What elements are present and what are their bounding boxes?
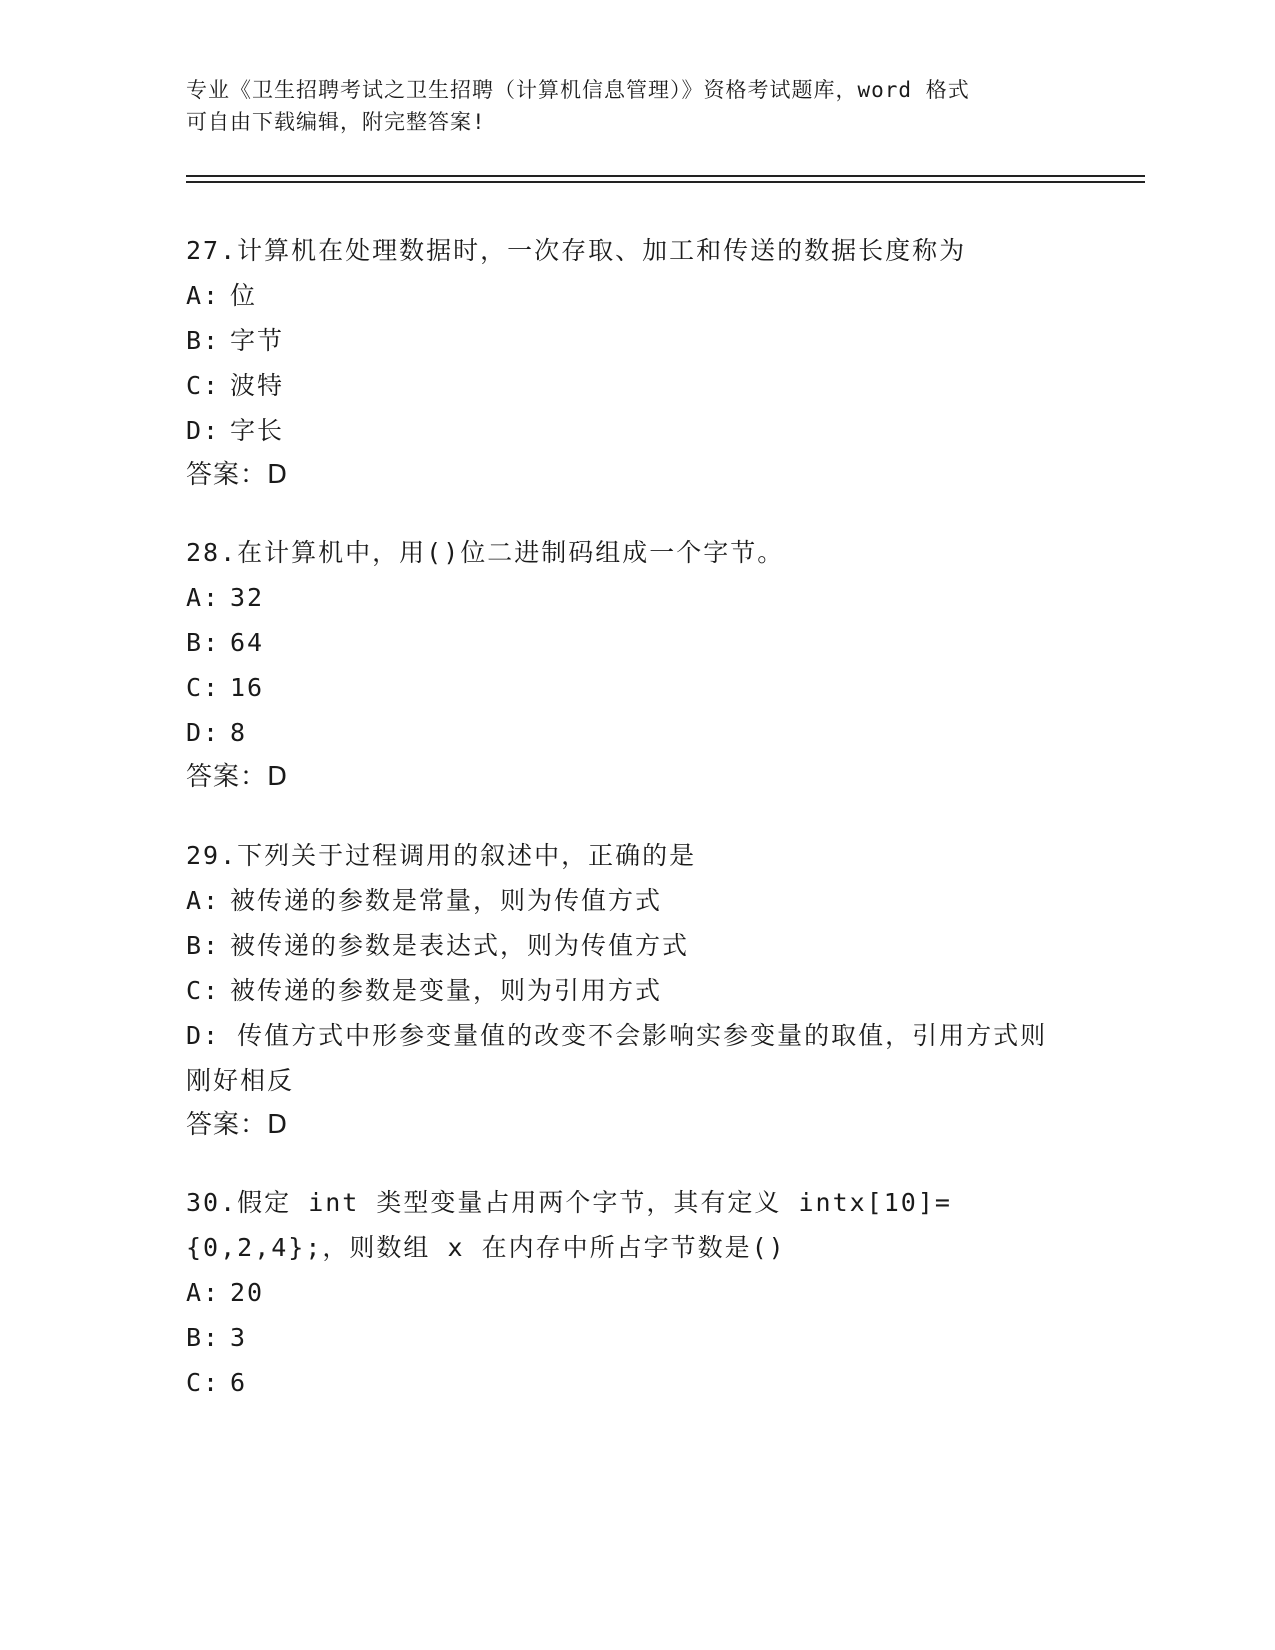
option-text: 3	[230, 1323, 248, 1352]
question-27	[186, 228, 1086, 498]
option-text: 20	[230, 1278, 265, 1307]
option-c	[186, 1360, 1086, 1405]
option-key: B:	[186, 326, 221, 355]
option-text: 位	[230, 281, 258, 310]
question-text: 下列关于过程调用的叙述中，正确的是	[237, 841, 697, 870]
option-key: D:	[186, 416, 221, 445]
option-text: 6	[230, 1368, 248, 1397]
answer-value: D	[267, 460, 289, 490]
answer-label: 答案：	[186, 460, 268, 490]
option-key: D:	[186, 1021, 221, 1050]
option-d	[186, 710, 1086, 755]
option-key: D:	[186, 718, 221, 747]
question-number: 29.	[186, 841, 238, 870]
option-c	[186, 968, 1086, 1013]
option-key: C:	[186, 673, 221, 702]
option-a	[186, 1270, 1086, 1315]
option-key: C:	[186, 1368, 221, 1397]
option-a	[186, 273, 1086, 318]
option-key: A:	[186, 1278, 221, 1307]
option-d	[186, 1013, 1066, 1103]
question-stem	[186, 530, 1086, 575]
option-c	[186, 363, 1086, 408]
question-29	[186, 833, 1086, 1148]
answer-label: 答案：	[186, 1110, 268, 1140]
option-b	[186, 620, 1086, 665]
option-key: A:	[186, 281, 221, 310]
answer-line	[186, 453, 1086, 498]
option-text: 被传递的参数是表达式，则为传值方式	[230, 931, 690, 960]
option-key: A:	[186, 583, 221, 612]
answer-label: 答案：	[186, 762, 268, 792]
option-d	[186, 408, 1086, 453]
option-b	[186, 923, 1086, 968]
question-28	[186, 530, 1086, 800]
option-key: B:	[186, 1323, 221, 1352]
option-text: 字节	[230, 326, 285, 355]
option-text: 64	[230, 628, 265, 657]
header-line-1: 专业《卫生招聘考试之卫生招聘（计算机信息管理）》资格考试题库，word 格式	[186, 78, 970, 102]
answer-value: D	[267, 1110, 289, 1140]
option-text: 波特	[230, 371, 285, 400]
question-stem	[186, 1180, 1066, 1270]
option-a	[186, 575, 1086, 620]
answer-line	[186, 1103, 1086, 1148]
question-text: 计算机在处理数据时，一次存取、加工和传送的数据长度称为	[237, 236, 967, 265]
header-line-2: 可自由下载编辑，附完整答案!	[186, 110, 486, 134]
answer-value: D	[267, 762, 289, 792]
option-c	[186, 665, 1086, 710]
question-text: 在计算机中，用()位二进制码组成一个字节。	[237, 538, 785, 567]
option-text: 传值方式中形参变量值的改变不会影响实参变量的取值，引用方式则刚好相反	[186, 1021, 1048, 1095]
option-text: 16	[230, 673, 265, 702]
question-text: 假定 int 类型变量占用两个字节，其有定义 intx[10]={0,2,4};，则数组 x 在内存中所占字节数是()	[186, 1188, 952, 1262]
option-b	[186, 318, 1086, 363]
question-stem	[186, 228, 1086, 273]
option-text: 被传递的参数是变量，则为引用方式	[230, 976, 663, 1005]
question-30	[186, 1180, 1086, 1405]
option-key: A:	[186, 886, 221, 915]
option-b	[186, 1315, 1086, 1360]
option-key: C:	[186, 976, 221, 1005]
document-header	[186, 74, 1086, 138]
answer-line	[186, 755, 1086, 800]
question-number: 30.	[186, 1188, 238, 1217]
header-divider-top	[186, 175, 1145, 177]
option-text: 字长	[230, 416, 285, 445]
option-key: B:	[186, 931, 221, 960]
question-number: 27.	[186, 236, 238, 265]
question-stem	[186, 833, 1086, 878]
option-key: B:	[186, 628, 221, 657]
option-text: 8	[230, 718, 248, 747]
question-number: 28.	[186, 538, 238, 567]
option-a	[186, 878, 1086, 923]
header-divider-bottom	[186, 181, 1145, 183]
option-key: C:	[186, 371, 221, 400]
option-text: 32	[230, 583, 265, 612]
option-text: 被传递的参数是常量，则为传值方式	[230, 886, 663, 915]
